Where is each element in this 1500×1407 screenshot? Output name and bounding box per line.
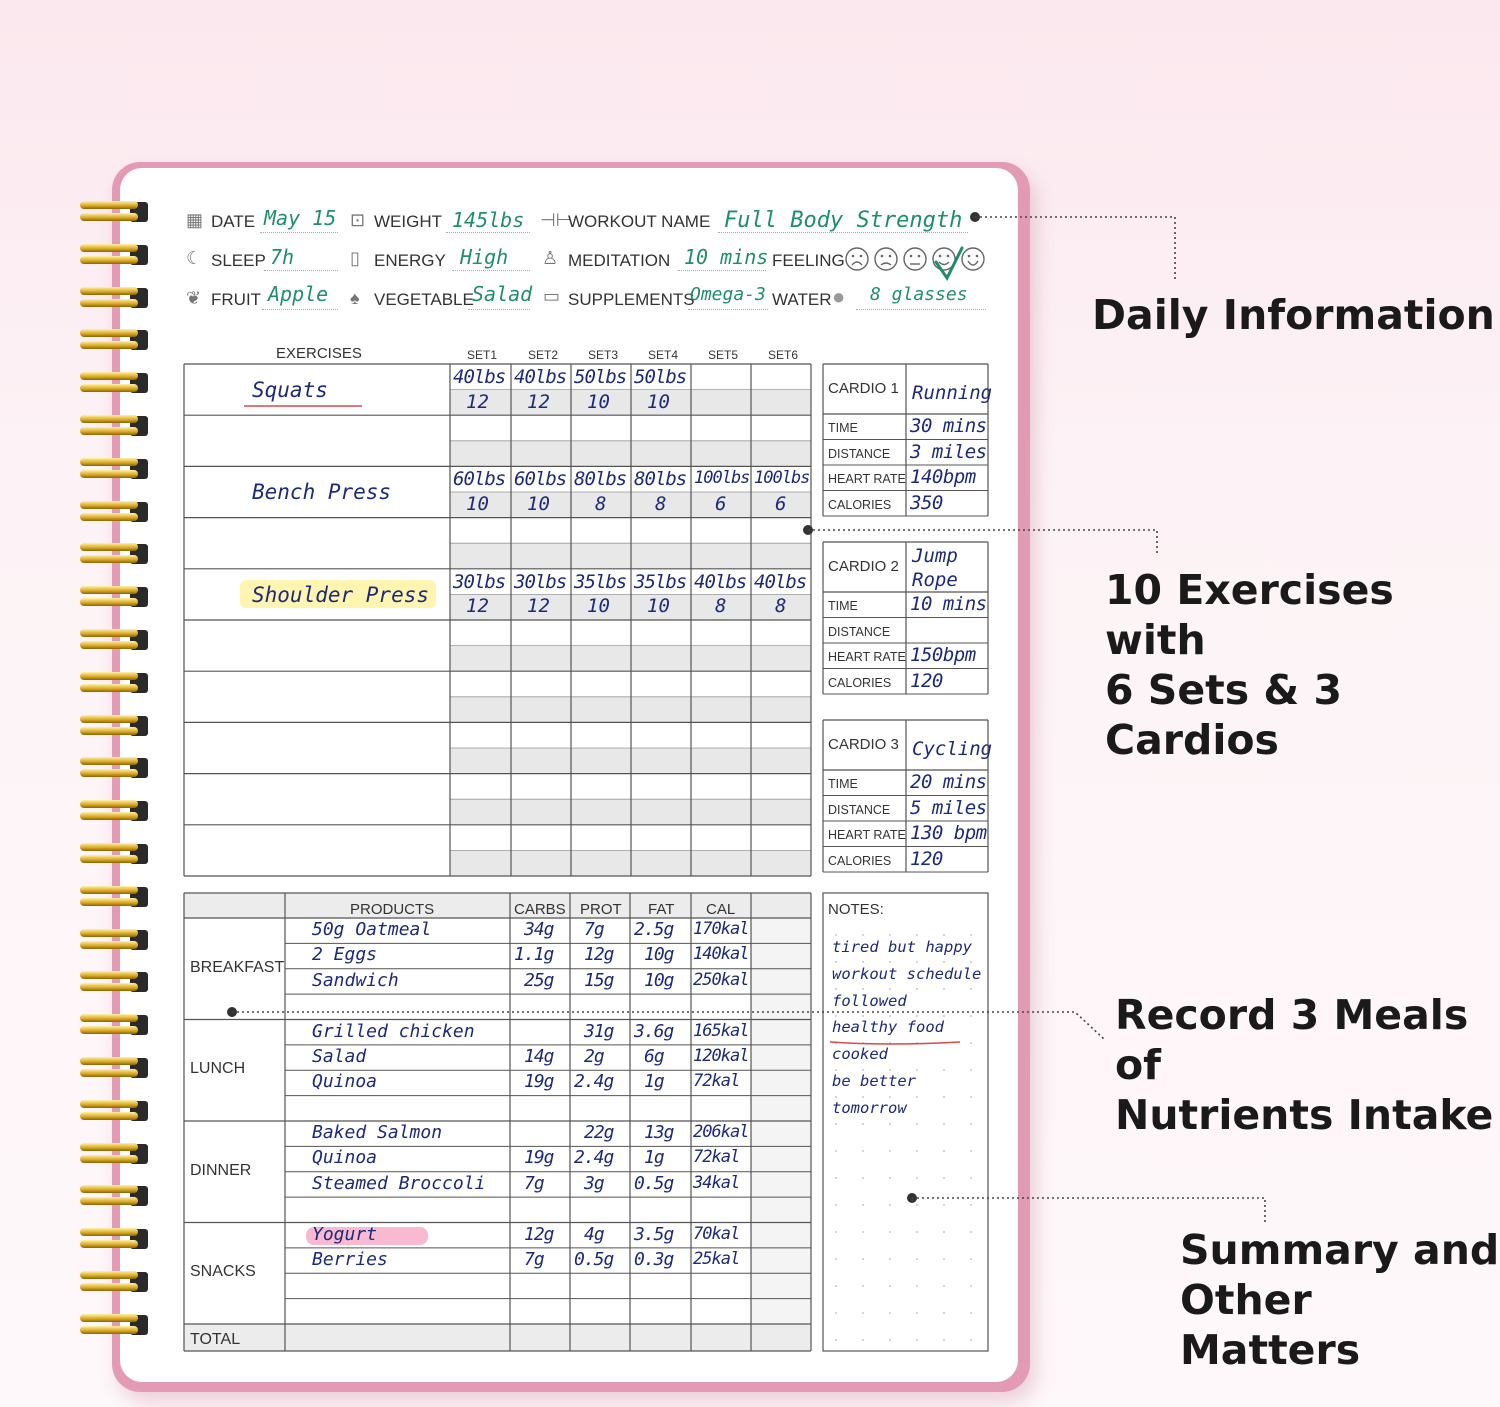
nutrition-header: PROT bbox=[580, 901, 622, 918]
set-reps[interactable]: 10 bbox=[587, 390, 610, 413]
meditation-value[interactable]: 10 mins bbox=[684, 245, 769, 269]
nutrient-value[interactable]: 170kal bbox=[693, 919, 749, 939]
supplements-label: SUPPLEMENTS bbox=[568, 290, 695, 309]
set-weight[interactable]: 60lbs bbox=[453, 468, 506, 491]
nutrient-value[interactable]: 6g bbox=[644, 1045, 664, 1067]
cardio-field-label: CALORIES bbox=[828, 853, 892, 868]
vegetable-value[interactable]: Salad bbox=[472, 282, 533, 306]
note-line[interactable]: be better bbox=[832, 1072, 916, 1090]
set-reps[interactable]: 10 bbox=[587, 595, 610, 618]
exercises-title: EXERCISES bbox=[276, 345, 362, 362]
water-value[interactable]: 8 glasses bbox=[870, 284, 968, 305]
meal-label: LUNCH bbox=[190, 1060, 246, 1078]
nutrient-value[interactable]: 70kal bbox=[693, 1223, 740, 1244]
cardio-label: CARDIO 2 bbox=[828, 558, 899, 575]
product-name[interactable]: 2 Eggs bbox=[312, 944, 378, 966]
meditation-label: MEDITATION bbox=[568, 251, 671, 270]
nutrition-header: CAL bbox=[706, 901, 736, 918]
product-name[interactable]: Sandwich bbox=[312, 969, 399, 991]
nutrient-value[interactable]: 2.4g bbox=[574, 1071, 614, 1093]
nutrient-value[interactable]: 1.1g bbox=[514, 944, 554, 966]
callout-exercises: 10 Exercises with 6 Sets & 3 Cardios bbox=[1105, 566, 1394, 764]
cardio-field-value[interactable]: 140bpm bbox=[910, 466, 976, 488]
nutrient-value[interactable]: 34g bbox=[524, 919, 554, 940]
exercise-name[interactable]: Squats bbox=[252, 378, 328, 402]
nutrient-value[interactable]: 7g bbox=[584, 919, 604, 940]
set-reps[interactable]: 12 bbox=[466, 390, 489, 413]
cardio-field-value[interactable]: 3 miles bbox=[910, 440, 987, 463]
set-reps[interactable]: 6 bbox=[775, 493, 787, 515]
product-name[interactable]: Quinoa bbox=[312, 1071, 378, 1093]
workout-name-label: WORKOUT NAME bbox=[568, 212, 711, 231]
weight-value[interactable]: 145lbs bbox=[452, 208, 525, 232]
cardio-field-value[interactable]: 120 bbox=[910, 669, 943, 692]
cardio-label: CARDIO 1 bbox=[828, 380, 899, 397]
set-weight[interactable]: 100lbs bbox=[694, 468, 750, 489]
product-name[interactable]: Berries bbox=[312, 1248, 388, 1270]
supplements-value[interactable]: Omega-3 bbox=[690, 284, 766, 305]
nutrient-value[interactable]: 19g bbox=[524, 1071, 554, 1093]
meal-label: SNACKS bbox=[190, 1263, 256, 1281]
cardio-field-label: CALORIES bbox=[828, 675, 892, 690]
note-line[interactable]: followed bbox=[832, 991, 907, 1010]
feeling-label: FEELING bbox=[772, 251, 845, 270]
set-weight[interactable]: 60lbs bbox=[514, 468, 567, 491]
exercise-name[interactable]: Bench Press bbox=[252, 480, 392, 505]
nutrition-header: FAT bbox=[648, 901, 675, 918]
nutrient-value[interactable]: 140kal bbox=[693, 944, 749, 965]
cardio-field-value[interactable]: 10 mins bbox=[910, 593, 987, 615]
set-weight[interactable]: 35lbs bbox=[574, 570, 627, 593]
note-line[interactable]: cooked bbox=[832, 1045, 888, 1064]
nutrient-value[interactable]: 4g bbox=[584, 1223, 604, 1245]
cardio-name[interactable]: Cycling bbox=[912, 738, 993, 760]
note-line[interactable]: tomorrow bbox=[832, 1098, 907, 1117]
total-label: TOTAL bbox=[190, 1331, 241, 1348]
meal-label: BREAKFAST bbox=[190, 958, 285, 976]
set-weight[interactable]: 50lbs bbox=[574, 366, 627, 388]
set-weight[interactable]: 100lbs bbox=[754, 468, 810, 489]
vegetable-label: VEGETABLE bbox=[374, 290, 474, 309]
product-name[interactable]: Yogurt bbox=[312, 1223, 378, 1245]
set-header: SET6 bbox=[768, 348, 799, 362]
cardio-field-label: CALORIES bbox=[828, 497, 892, 512]
cardio-field-label: HEART RATE bbox=[828, 650, 906, 664]
cardio-field-label: HEART RATE bbox=[828, 472, 906, 486]
exercise-name[interactable]: Shoulder Press bbox=[252, 582, 430, 607]
cardio-field-label: DISTANCE bbox=[828, 802, 891, 817]
cardio-field-label: DISTANCE bbox=[828, 624, 891, 639]
callout-summary: Summary and Other Matters bbox=[1180, 1226, 1500, 1374]
cardio-field-label: HEART RATE bbox=[828, 828, 906, 842]
nutrient-value[interactable]: 14g bbox=[524, 1045, 554, 1067]
set-reps[interactable]: 8 bbox=[655, 493, 667, 515]
cardio-field-value[interactable]: 350 bbox=[910, 491, 943, 514]
cardio-field-value[interactable]: 130 bpm bbox=[910, 822, 987, 844]
scale-icon: ⊡ bbox=[350, 210, 366, 230]
weight-label: WEIGHT bbox=[374, 212, 442, 231]
cardio-field-label: TIME bbox=[828, 777, 858, 791]
callout-daily-information: Daily Information bbox=[1092, 291, 1495, 339]
note-line[interactable]: tired but happy bbox=[832, 938, 972, 956]
note-line[interactable]: healthy food bbox=[832, 1018, 944, 1037]
sleep-value[interactable]: 7h bbox=[270, 245, 295, 269]
cardio-field-label: DISTANCE bbox=[828, 446, 891, 461]
nutrient-value[interactable]: 2g bbox=[584, 1045, 604, 1067]
set-header: SET5 bbox=[708, 348, 739, 362]
energy-value[interactable]: High bbox=[460, 245, 509, 269]
cardio-field-label: TIME bbox=[828, 599, 858, 613]
note-line[interactable]: workout schedule bbox=[832, 964, 982, 983]
cardio-name[interactable]: Running bbox=[912, 382, 993, 404]
product-name[interactable]: 50g Oatmeal bbox=[312, 919, 432, 940]
nutrient-value[interactable]: 19g bbox=[524, 1147, 554, 1169]
nutrient-value[interactable]: 25g bbox=[524, 969, 554, 991]
nutrient-value[interactable]: 15g bbox=[584, 969, 614, 991]
product-name[interactable]: Grilled chicken bbox=[312, 1020, 475, 1042]
set-weight[interactable]: 40lbs bbox=[694, 570, 747, 593]
nutrient-value[interactable]: 10g bbox=[644, 944, 674, 966]
set-header: SET3 bbox=[588, 348, 619, 362]
nutrient-value[interactable]: 3g bbox=[584, 1172, 604, 1194]
nutrient-value[interactable]: 34kal bbox=[693, 1172, 740, 1193]
set-weight[interactable]: 40lbs bbox=[514, 366, 567, 388]
nutrient-value[interactable]: 2.4g bbox=[574, 1147, 614, 1169]
nutrient-value[interactable]: 120kal bbox=[693, 1045, 749, 1066]
set-weight[interactable]: 50lbs bbox=[634, 366, 687, 388]
battery-icon: ▯ bbox=[350, 248, 360, 268]
nutrient-value[interactable]: 7g bbox=[524, 1172, 544, 1194]
sleep-label: SLEEP bbox=[211, 251, 266, 270]
cardio-field-value[interactable]: 150bpm bbox=[910, 644, 976, 666]
fruit-icon: ❦ bbox=[186, 288, 202, 308]
water-drop-icon: ● bbox=[832, 284, 846, 309]
cardio-field-value[interactable]: 120 bbox=[910, 847, 943, 870]
nutrient-value[interactable]: 7g bbox=[524, 1248, 544, 1270]
set-weight[interactable]: 40lbs bbox=[754, 570, 807, 593]
cardio-field-value[interactable]: 5 miles bbox=[910, 796, 987, 819]
nutrient-value[interactable]: 13g bbox=[644, 1122, 674, 1143]
nutrient-value[interactable]: 1g bbox=[644, 1147, 664, 1169]
dumbbell-icon: ⊣⊢ bbox=[540, 210, 572, 230]
nutrient-value[interactable]: 3.6g bbox=[634, 1020, 674, 1042]
nutrient-value[interactable]: 0.5g bbox=[634, 1172, 674, 1194]
calendar-icon: ▦ bbox=[186, 210, 204, 230]
set-weight[interactable]: 40lbs bbox=[453, 366, 506, 388]
set-weight[interactable]: 30lbs bbox=[453, 570, 506, 593]
nutrient-value[interactable]: 2.5g bbox=[634, 919, 674, 940]
nutrient-value[interactable]: 206kal bbox=[693, 1122, 749, 1142]
fruit-label: FRUIT bbox=[211, 290, 262, 309]
nutrient-value[interactable]: 12g bbox=[524, 1223, 554, 1245]
nutrition-header: PRODUCTS bbox=[350, 901, 435, 918]
nutrient-value[interactable]: 1g bbox=[644, 1071, 664, 1093]
nutrient-value[interactable]: 25kal bbox=[693, 1248, 740, 1269]
vegetable-icon: ♠ bbox=[350, 288, 360, 308]
set-reps[interactable]: 12 bbox=[527, 595, 550, 618]
supplement-bottle-icon: ▭ bbox=[543, 286, 561, 306]
set-reps[interactable]: 6 bbox=[715, 493, 727, 515]
set-reps[interactable]: 8 bbox=[775, 595, 787, 618]
product-name[interactable]: Quinoa bbox=[312, 1147, 378, 1169]
nutrient-value[interactable]: 72kal bbox=[693, 1147, 740, 1168]
nutrition-header: CARBS bbox=[514, 901, 566, 918]
set-weight[interactable]: 80lbs bbox=[574, 468, 627, 491]
nutrient-value[interactable]: 12g bbox=[584, 944, 614, 966]
nutrient-value[interactable]: 31g bbox=[584, 1020, 614, 1042]
set-reps[interactable]: 12 bbox=[466, 595, 489, 618]
date-label: DATE bbox=[211, 212, 256, 231]
product-name[interactable]: Steamed Broccoli bbox=[312, 1172, 486, 1194]
set-weight[interactable]: 35lbs bbox=[634, 570, 687, 593]
cardio-field-label: TIME bbox=[828, 421, 858, 435]
cardio-field-value[interactable]: 20 mins bbox=[910, 771, 987, 793]
nutrient-value[interactable]: 165kal bbox=[693, 1020, 749, 1041]
nutrient-value[interactable]: 0.5g bbox=[574, 1248, 614, 1270]
energy-label: ENERGY bbox=[374, 251, 446, 270]
fruit-value[interactable]: Apple bbox=[268, 282, 329, 306]
set-reps[interactable]: 10 bbox=[466, 493, 489, 515]
meal-label: DINNER bbox=[190, 1161, 252, 1179]
nutrient-value[interactable]: 22g bbox=[584, 1122, 614, 1143]
product-name[interactable]: Salad bbox=[312, 1045, 367, 1067]
set-header: SET2 bbox=[528, 348, 559, 362]
set-weight[interactable]: 30lbs bbox=[514, 570, 567, 593]
set-reps[interactable]: 12 bbox=[527, 390, 550, 413]
nutrient-value[interactable]: 250kal bbox=[693, 969, 749, 990]
sleep-icon: ☾ bbox=[186, 248, 203, 268]
callout-meals: Record 3 Meals of Nutrients Intake bbox=[1115, 991, 1494, 1139]
nutrient-value[interactable]: 3.5g bbox=[634, 1223, 674, 1245]
set-reps[interactable]: 8 bbox=[715, 595, 727, 618]
cardio-field-value[interactable]: 30 mins bbox=[910, 415, 987, 437]
set-reps[interactable]: 8 bbox=[595, 493, 607, 515]
meditation-icon: ♙ bbox=[542, 248, 559, 268]
workout-name-value[interactable]: Full Body Strength bbox=[724, 208, 963, 233]
set-weight[interactable]: 80lbs bbox=[634, 468, 687, 491]
set-reps[interactable]: 10 bbox=[647, 390, 670, 413]
cardio-label: CARDIO 3 bbox=[828, 736, 899, 753]
product-name[interactable]: Baked Salmon bbox=[312, 1122, 443, 1143]
set-reps[interactable]: 10 bbox=[527, 493, 550, 515]
notes-label: NOTES: bbox=[828, 901, 884, 918]
set-reps[interactable]: 10 bbox=[647, 595, 670, 618]
nutrient-value[interactable]: 72kal bbox=[693, 1071, 740, 1092]
water-label: WATER bbox=[772, 290, 832, 309]
nutrient-value[interactable]: 10g bbox=[644, 969, 674, 991]
date-value[interactable]: May 15 bbox=[264, 206, 337, 230]
set-header: SET1 bbox=[467, 348, 498, 362]
cardio-name[interactable]: Jump Rope bbox=[912, 545, 958, 591]
set-header: SET4 bbox=[648, 348, 679, 362]
nutrient-value[interactable]: 0.3g bbox=[634, 1248, 674, 1270]
